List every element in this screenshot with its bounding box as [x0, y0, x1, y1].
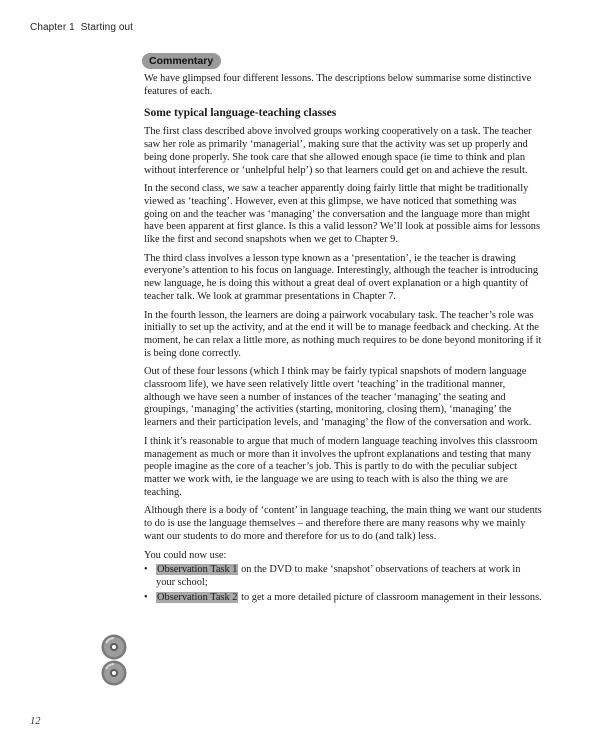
- bullet: •: [144, 591, 148, 603]
- intro-paragraph: We have glimpsed four different lessons. The descriptions below summarise some distinctive features of each.: [144, 73, 532, 97]
- body-paragraph: The first class described above involved groups working cooperatively on a task. The teacher saw her role as primarily ‘managerial’, making sure that the activity was set up properly and being done properly. She took care that she allowed enough space (ie time to think and plan without interference or ‘unhelpful help’) so that learners could get on and achieve the result.: [144, 126, 532, 176]
- section-heading: Some typical language-teaching classes: [144, 106, 337, 120]
- running-head-title: Starting out: [80, 22, 134, 33]
- list-item: [144, 564, 542, 589]
- dvd-icon: [101, 634, 127, 660]
- list-item: [144, 592, 542, 605]
- body-paragraph: In the fourth lesson, the learners are doing a pairwork vocabulary task. The teacher’s role was initially to set up the activity, and at the end it will be to manage feedback and checking. At the moment, he can relax a little more, as nothing much requires to be done beyond monitoring if it is being done correctly.: [144, 309, 542, 359]
- observation-task-2-label: Observation Task 2: [157, 591, 238, 603]
- observation-task-1-label: Observation Task 1: [157, 564, 238, 576]
- bullet: •: [144, 564, 148, 576]
- body-paragraph: In the second class, we saw a teacher apparently doing fairly little that might be traditionally viewed as ‘teaching’. However, even at this glimpse, we have noticed that something was going on and the teacher was ‘managing’ the conversation and the language more than might have been apparent at first glance. Is this a valid lesson? We’ll look at possible aims for lessons like the first and second snapshots when we get to Chapter 9.: [144, 183, 541, 246]
- could-now-use-text: You could now use:: [144, 549, 227, 561]
- commentary-label: Commentary: [142, 53, 221, 69]
- body-paragraph: I think it’s reasonable to argue that much of modern language teaching involves this classroom management as much or more than it involves the upfront explanations and testing that many people imagine as the core of a teacher’s job. This is partly to do with the peculiar subject matter we work with, ie the language we are using to teach with is also the thing we are teaching.: [144, 435, 538, 498]
- running-head: [30, 22, 133, 33]
- body-paragraph: The third class involves a lesson type known as a ‘presentation’, ie the teacher is drawing everyone’s attention to his focus on language. Interestingly, although the teacher is introducing new language, he is doing this without a great deal of overt explanation or a high quantity of teacher talk. We look at grammar presentations in Chapter 7.: [144, 252, 539, 302]
- task-text: to get a more detailed picture of classroom management in their lessons.: [238, 591, 542, 603]
- body-paragraph: Out of these four lessons (which I think may be fairly typical snapshots of modern language classroom life), we have seen relatively little overt ‘teaching’ in the traditional manner, although we have seen a number of instances of the teacher ‘managing’ the seating and groupings, ‘managing’ the activities (starting, monitoring, closing them), ‘managing’ the learners and their participation levels, and ‘managing’ the flow of the conversation and work.: [144, 366, 532, 429]
- main-content: [144, 73, 542, 606]
- dvd-icon: [101, 660, 127, 686]
- body-paragraph: Although there is a body of ‘content’ in language teaching, the main thing we want our students to do is use the language themselves – and therefore there are many reasons why we mainly want our students to do more and therefore for us to do (and talk) less.: [144, 505, 542, 542]
- running-head-chapter: Chapter 1: [30, 22, 75, 33]
- task-text: on the DVD to make ‘snapshot’ observations of teachers at work in your school;: [156, 564, 521, 588]
- task-list: [144, 564, 542, 604]
- page-number: 12: [30, 716, 41, 727]
